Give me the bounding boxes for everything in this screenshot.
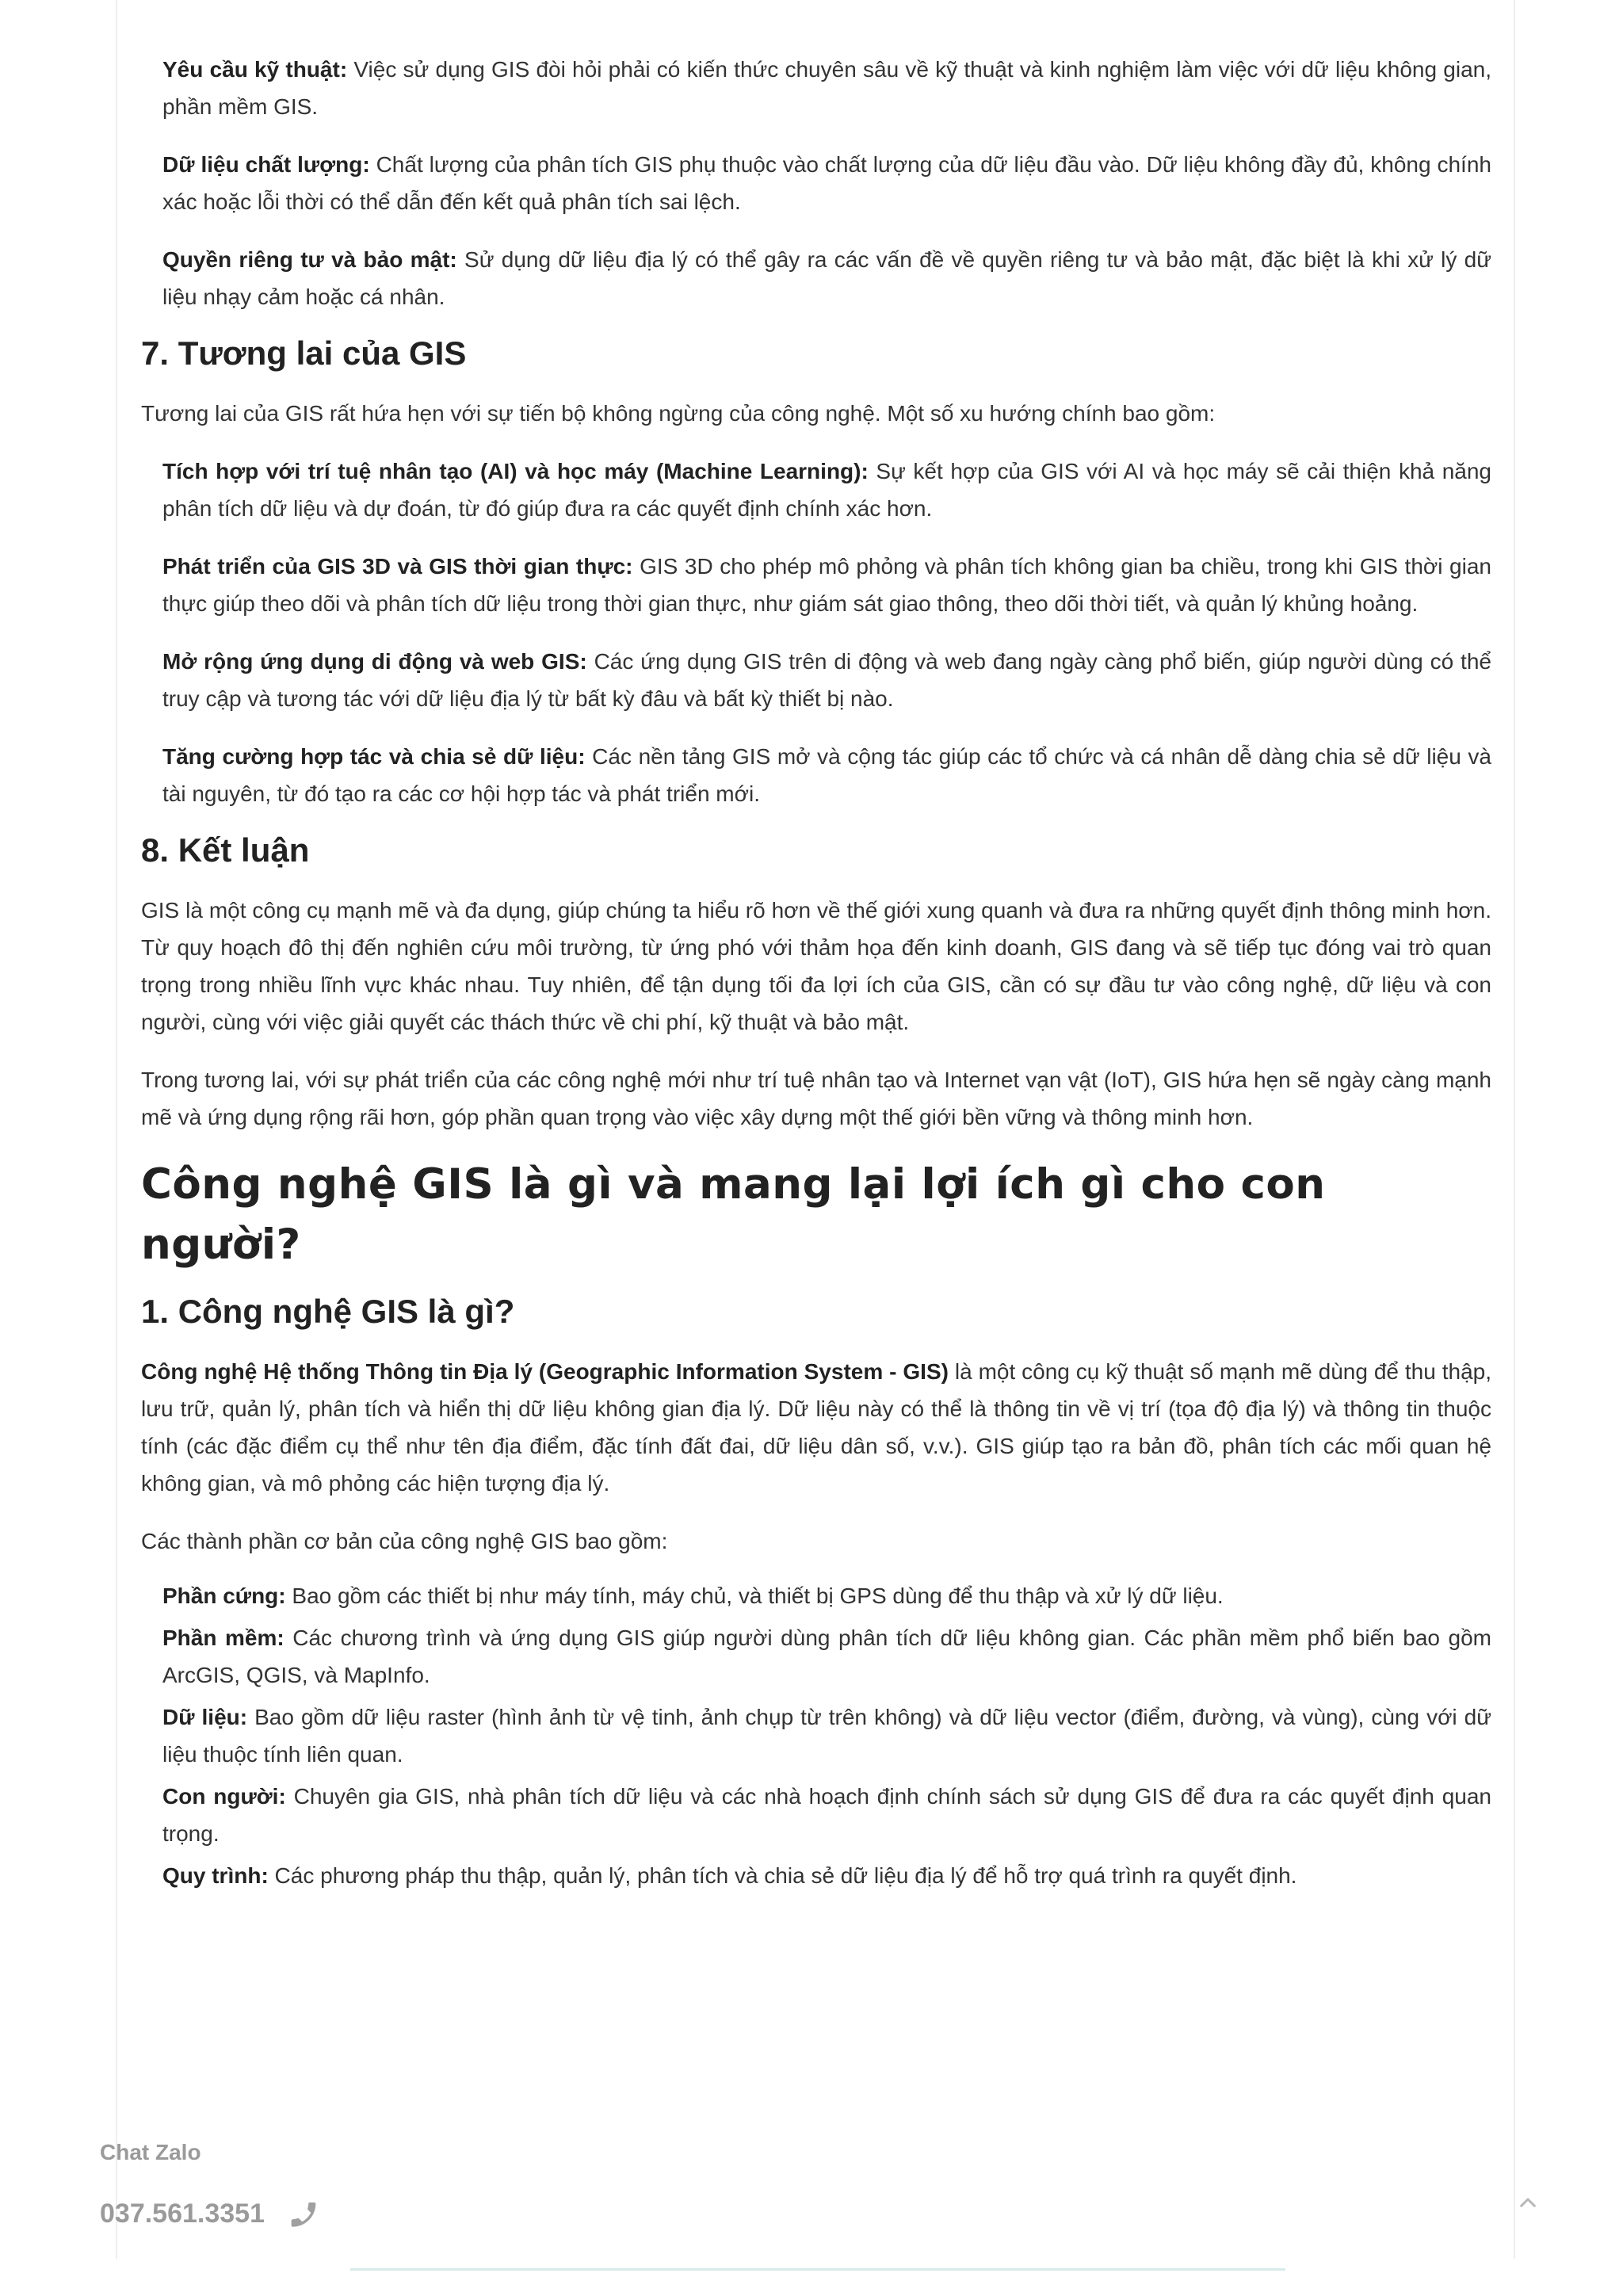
article-title: Công nghệ GIS là gì và mang lại lợi ích gì cho con người? bbox=[141, 1160, 1326, 1269]
list-item bbox=[141, 1857, 1491, 1894]
chevron-up-icon bbox=[1512, 2187, 1544, 2219]
future-item bbox=[141, 453, 1491, 527]
list-item-text: Các phương pháp thu thập, quản lý, phân tích và chia sẻ dữ liệu địa lý để hỗ trợ quá trình ra quyết định. bbox=[268, 1863, 1297, 1888]
scroll-to-top-button[interactable] bbox=[1512, 2187, 1544, 2219]
list-item-label: Quy trình: bbox=[162, 1863, 269, 1888]
future-item-label: Mở rộng ứng dụng di động và web GIS: bbox=[162, 649, 587, 674]
conclusion-paragraph: GIS là một công cụ mạnh mẽ và đa dụng, giúp chúng ta hiểu rõ hơn về thế giới xung quanh và đưa ra những quyết định thông minh hơn. Từ quy hoạch đô thị đến nghiên cứu môi trường, từ ứng phó với thảm họa đến kinh doanh, GIS đang và sẽ tiếp tục đóng vai trò quan trọng trong nhiều lĩnh vực khác nhau. Tuy nhiên, để tận dụng tối đa lợi ích của GIS, cần có sự đầu tư vào công nghệ, dữ liệu và con người, cùng với việc giải quyết các thách thức về chi phí, kỹ thuật và bảo mật. bbox=[141, 898, 1491, 1034]
list-item bbox=[141, 1698, 1491, 1773]
article-content bbox=[141, 51, 1491, 1899]
challenge-text: Sử dụng dữ liệu địa lý có thể gây ra các vấn đề về quyền riêng tư và bảo mật, đặc biệt là khi xử lý dữ liệu nhạy cảm hoặc cá nhân. bbox=[162, 247, 1491, 309]
future-item-label: Phát triển của GIS 3D và GIS thời gian thực: bbox=[162, 554, 633, 579]
list-item-text: Bao gồm dữ liệu raster (hình ảnh từ vệ tinh, ảnh chụp từ trên không) và dữ liệu vector (điểm, đường, và vùng), cùng với dữ liệu thuộc tính liên quan. bbox=[162, 1705, 1491, 1767]
definition-paragraph bbox=[141, 1353, 1491, 1502]
future-item-label: Tăng cường hợp tác và chia sẻ dữ liệu: bbox=[162, 744, 586, 769]
challenge-text: Chất lượng của phân tích GIS phụ thuộc vào chất lượng của dữ liệu đầu vào. Dữ liệu không đầy đủ, không chính xác hoặc lỗi thời có thể dẫn đến kết quả phân tích sai lệch. bbox=[162, 152, 1491, 214]
phone-icon[interactable] bbox=[288, 2197, 320, 2232]
future-item-label: Tích hợp với trí tuệ nhân tạo (AI) và học máy (Machine Learning): bbox=[162, 459, 869, 483]
conclusion-heading: 8. Kết luận bbox=[141, 831, 310, 869]
components-list bbox=[141, 1577, 1491, 1894]
components-intro: Các thành phần cơ bản của công nghệ GIS bao gồm: bbox=[141, 1529, 668, 1553]
challenge-text: Việc sử dụng GIS đòi hỏi phải có kiến thức chuyên sâu về kỹ thuật và kinh nghiệm làm việc với dữ liệu không gian, phần mềm GIS. bbox=[162, 57, 1491, 119]
section-heading: 1. Công nghệ GIS là gì? bbox=[141, 1293, 515, 1330]
future-item-text: Các ứng dụng GIS trên di động và web đang ngày càng phổ biến, giúp người dùng có thể truy cập và tương tác với dữ liệu địa lý từ bất kỳ đâu và bất kỳ thiết bị nào. bbox=[162, 649, 1491, 711]
list-item-text: Bao gồm các thiết bị như máy tính, máy chủ, và thiết bị GPS dùng để thu thập và xử lý dữ liệu. bbox=[285, 1584, 1224, 1608]
list-item-text: Chuyên gia GIS, nhà phân tích dữ liệu và các nhà hoạch định chính sách sử dụng GIS để đưa ra các quyết định quan trọng. bbox=[162, 1784, 1491, 1846]
future-item bbox=[141, 738, 1491, 812]
future-item-text: Sự kết hợp của GIS với AI và học máy sẽ cải thiện khả năng phân tích dữ liệu và dự đoán, từ đó giúp đưa ra các quyết định chính xác hơn. bbox=[162, 459, 1491, 521]
future-item-text: GIS 3D cho phép mô phỏng và phân tích không gian ba chiều, trong khi GIS thời gian thực giúp theo dõi và phân tích dữ liệu trong thời gian thực, như giám sát giao thông, theo dõi thời tiết, và quản lý khủng hoảng. bbox=[162, 554, 1491, 616]
future-heading: 7. Tương lai của GIS bbox=[141, 334, 467, 372]
list-item-label: Dữ liệu: bbox=[162, 1705, 248, 1729]
list-item bbox=[141, 1619, 1491, 1694]
list-item-label: Con người: bbox=[162, 1784, 286, 1809]
challenge-item bbox=[141, 146, 1491, 220]
conclusion-paragraph: Trong tương lai, với sự phát triển của các công nghệ mới như trí tuệ nhân tạo và Internet vạn vật (IoT), GIS hứa hẹn sẽ ngày càng mạnh mẽ và ứng dụng rộng rãi hơn, góp phần quan trọng vào việc xây dựng một thế giới bền vững và thông minh hơn. bbox=[141, 1068, 1491, 1129]
definition-term: Công nghệ Hệ thống Thông tin Địa lý (Geographic Information System - GIS) bbox=[141, 1359, 949, 1384]
list-item-text: Các chương trình và ứng dụng GIS giúp người dùng phân tích dữ liệu không gian. Các phần mềm phổ biến bao gồm ArcGIS, QGIS, và MapInfo. bbox=[162, 1626, 1492, 1687]
future-intro: Tương lai của GIS rất hứa hẹn với sự tiến bộ không ngừng của công nghệ. Một số xu hướng chính bao gồm: bbox=[141, 401, 1216, 426]
list-item bbox=[141, 1778, 1491, 1852]
challenge-label: Dữ liệu chất lượng: bbox=[162, 152, 370, 177]
challenge-item bbox=[141, 51, 1491, 125]
list-item-label: Phần mềm: bbox=[162, 1626, 285, 1650]
future-item-text: Các nền tảng GIS mở và cộng tác giúp các tổ chức và cá nhân dễ dàng chia sẻ dữ liệu và tài nguyên, từ đó tạo ra các cơ hội hợp tác và phát triển mới. bbox=[162, 744, 1491, 806]
list-item bbox=[141, 1577, 1491, 1614]
definition-text: là một công cụ kỹ thuật số mạnh mẽ dùng để thu thập, lưu trữ, quản lý, phân tích và hiển thị dữ liệu không gian địa lý. Dữ liệu này có thể là thông tin về vị trí (tọa độ địa lý) và thông tin thuộc tính (các đặc điểm cụ thể như tên địa điểm, đặc tính đất đai, dữ liệu dân số, v.v.). GIS giúp tạo ra bản đồ, phân tích các mối quan hệ không gian, và mô phỏng các hiện tượng địa lý. bbox=[141, 1359, 1491, 1496]
challenge-item bbox=[141, 241, 1491, 315]
challenge-label: Quyền riêng tư và bảo mật: bbox=[162, 247, 457, 272]
future-item bbox=[141, 643, 1491, 717]
challenge-label: Yêu cầu kỹ thuật: bbox=[162, 57, 348, 82]
footer-divider bbox=[350, 2268, 1285, 2271]
future-item bbox=[141, 548, 1491, 622]
content-border-right bbox=[1514, 0, 1515, 2259]
list-item-label: Phần cứng: bbox=[162, 1584, 286, 1608]
chat-zalo-link[interactable]: Chat Zalo bbox=[100, 2140, 201, 2164]
content-border-left bbox=[116, 0, 117, 2259]
phone-number-link[interactable]: 037.561.3351 bbox=[100, 2199, 265, 2229]
